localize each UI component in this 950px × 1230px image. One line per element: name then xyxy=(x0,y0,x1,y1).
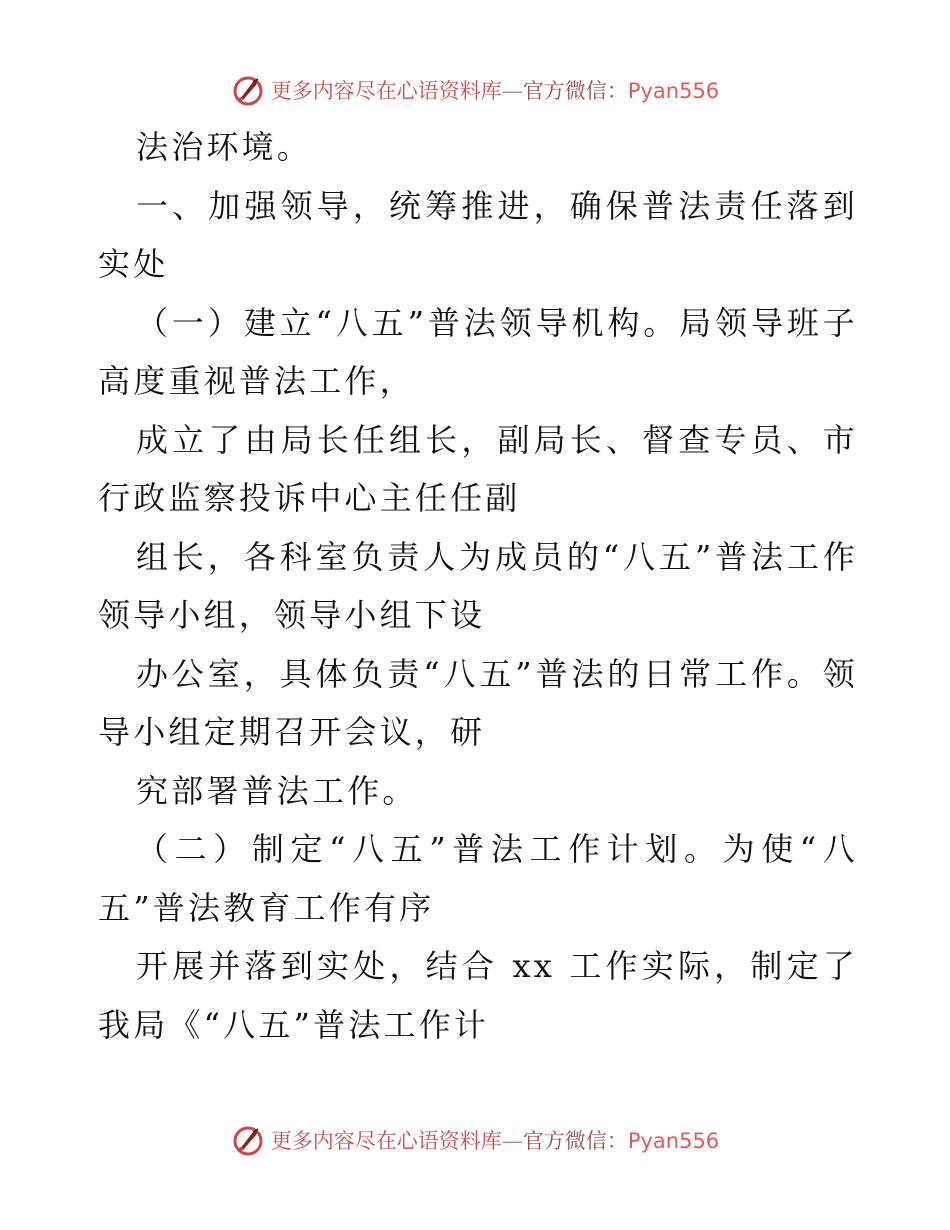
paragraph: 开展并落到实处，结合 xx 工作实际，制定了我局《“八五”普法工作计 xyxy=(98,947,858,1044)
paragraph: 法治环境。 xyxy=(136,128,313,166)
footer-watermark xyxy=(0,1120,950,1160)
watermark-wechat-id: Pyan556 xyxy=(627,1129,720,1153)
document-body xyxy=(98,118,858,1054)
quill-pen-logo-icon xyxy=(231,73,265,107)
watermark-text xyxy=(271,75,719,105)
paragraph: （二）制定“八五”普法工作计划。为使“八五”普法教育工作有序 xyxy=(98,830,858,927)
watermark-separator: — xyxy=(501,1129,523,1153)
paragraph: 办公室，具体负责“八五”普法的日常工作。领导小组定期召开会议，研 xyxy=(98,654,858,751)
quill-pen-logo-icon xyxy=(231,1123,265,1157)
header-watermark xyxy=(0,70,950,110)
watermark-text xyxy=(271,1125,719,1155)
watermark-brand: 更多内容尽在心语资料库 xyxy=(270,79,502,103)
watermark-separator: — xyxy=(501,79,523,103)
paragraph: 成立了由局长任组长，副局长、督查专员、市行政监察投诉中心主任任副 xyxy=(98,420,858,517)
paragraph: 究部署普法工作。 xyxy=(136,771,418,810)
watermark-wechat-label: 官方微信： xyxy=(522,79,628,103)
watermark-wechat-id: Pyan556 xyxy=(627,79,720,103)
paragraph: （一）建立“八五”普法领导机构。局领导班子高度重视普法工作， xyxy=(98,303,858,400)
section-heading: 一、加强领导，统筹推进，确保普法责任落到实处 xyxy=(98,186,858,283)
watermark-wechat-label: 官方微信： xyxy=(522,1129,628,1153)
paragraph: 组长，各科室负责人为成员的“八五”普法工作领导小组，领导小组下设 xyxy=(98,537,858,634)
watermark-brand: 更多内容尽在心语资料库 xyxy=(270,1129,502,1153)
